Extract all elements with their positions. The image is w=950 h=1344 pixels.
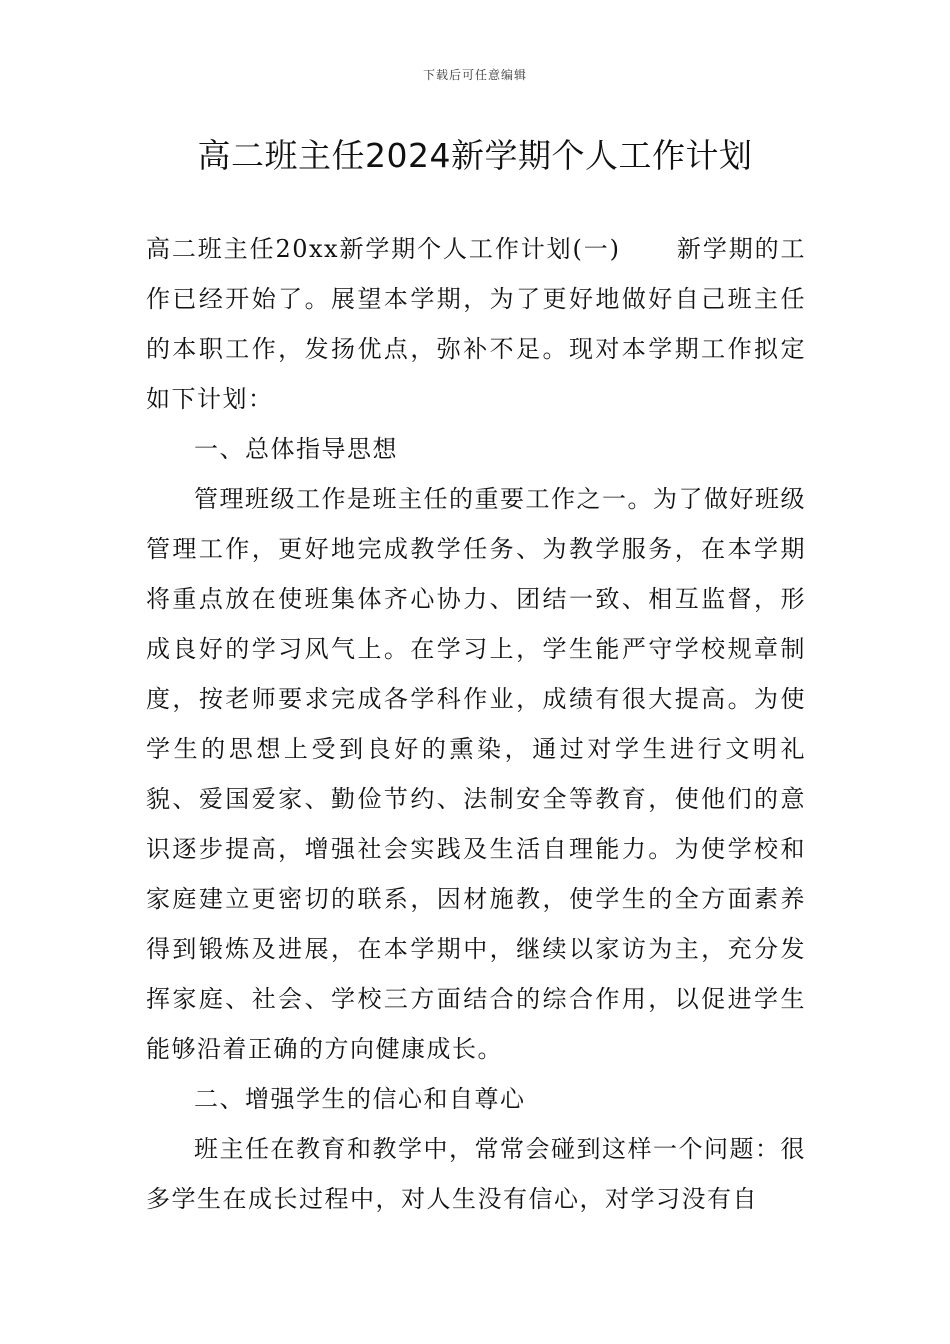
intro-paragraph [146, 224, 806, 424]
section-1-heading: 一、总体指导思想 [194, 435, 398, 463]
section-2-heading: 二、增强学生的信心和自尊心 [194, 1085, 526, 1113]
document-body [146, 224, 806, 1224]
section-2-body: 班主任在教育和教学中，常常会碰到这样一个问题：很多学生在成长过程中，对人生没有信心，对学习没有自 [146, 1135, 806, 1213]
section-1-body: 管理班级工作是班主任的重要工作之一。为了做好班级管理工作，更好地完成教学任务、为教学服务，在本学期将重点放在使班集体齐心协力、团结一致、相互监督，形成良好的学习风气上。在学习上，学生能严守学校规章制度，按老师要求完成各学科作业，成绩有很大提高。为使学生的思想上受到良好的熏染，通过对学生进行文明礼貌、爱国爱家、勤俭节约、法制安全等教育，使他们的意识逐步提高，增强社会实践及生活自理能力。为使学校和家庭建立更密切的联系，因材施教，使学生的全方面素养得到锻炼及进展，在本学期中，继续以家访为主，充分发挥家庭、社会、学校三方面结合的综合作用，以促进学生能够沿着正确的方向健康成长。 [146, 485, 806, 1063]
intro-heading: 高二班主任20xx新学期个人工作计划(一) [146, 235, 621, 263]
document-title: 高二班主任2024新学期个人工作计划 [197, 136, 753, 175]
page-header-note: 下载后可任意编辑 [422, 68, 527, 82]
intro-text: 新学期的工作已经开始了。展望本学期，为了更好地做好自己班主任的本职工作，发扬优点，弥补不足。现对本学期工作拟定如下计划： [146, 235, 806, 413]
